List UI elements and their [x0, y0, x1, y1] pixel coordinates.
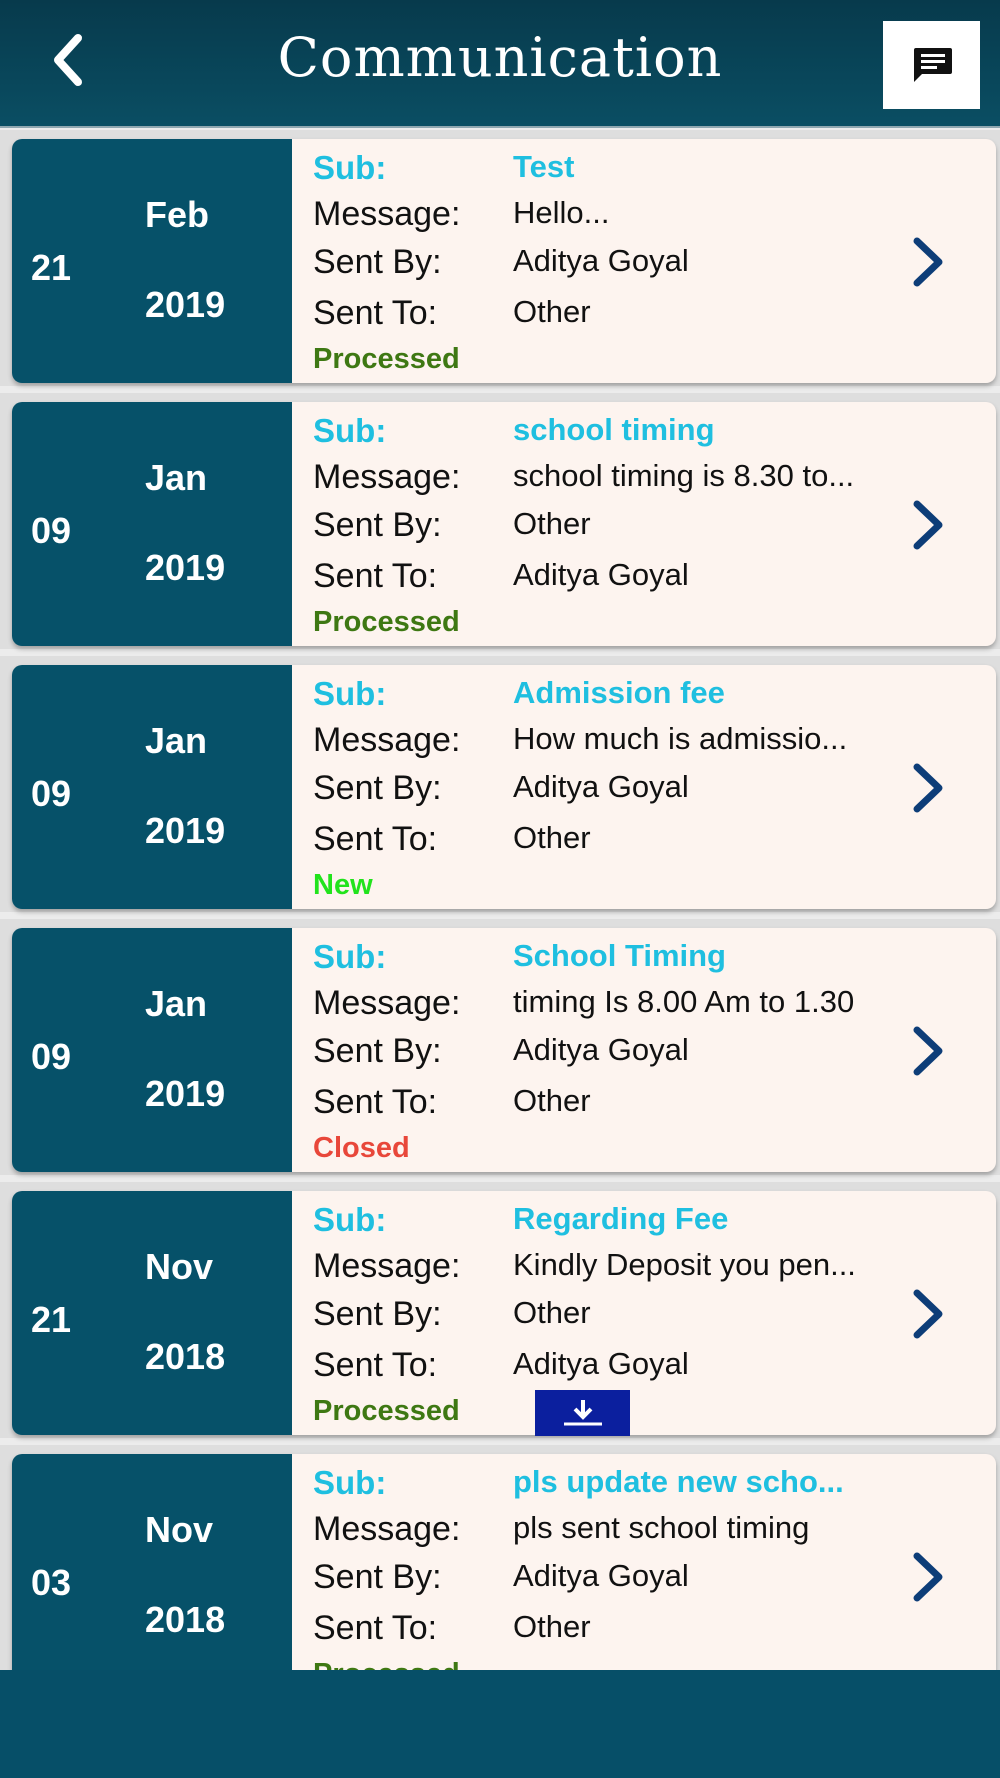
message-info [313, 139, 933, 383]
sent-to-value: Other [513, 1609, 591, 1644]
date-panel [12, 402, 292, 646]
open-message-button[interactable] [902, 497, 952, 553]
sent-by-label: Sent By: [313, 1295, 442, 1333]
subject-label: Sub: [313, 938, 387, 975]
open-message-button[interactable] [902, 1023, 952, 1079]
chevron-right-icon [907, 236, 947, 288]
sent-by-value: Aditya Goyal [513, 1032, 689, 1067]
sent-by-label: Sent By: [313, 1032, 442, 1070]
app-header [0, 0, 1000, 128]
message-card[interactable] [12, 139, 996, 383]
open-message-button[interactable] [902, 1286, 952, 1342]
sent-by-label: Sent By: [313, 769, 442, 807]
sent-to-label: Sent To: [313, 820, 438, 858]
message-label: Message: [313, 1247, 461, 1285]
subject-value: school timing [513, 412, 715, 447]
download-attachment-button[interactable] [535, 1390, 630, 1436]
list-item[interactable] [0, 656, 1000, 912]
date-month: Jan [145, 457, 208, 498]
sent-by-value: Aditya Goyal [513, 243, 689, 278]
sent-to-label: Sent To: [313, 1346, 438, 1384]
compose-message-button[interactable] [883, 21, 980, 109]
date-panel [12, 928, 292, 1172]
subject-value: Admission fee [513, 675, 725, 710]
list-item[interactable] [0, 393, 1000, 649]
date-month: Jan [145, 720, 208, 761]
sent-to-label: Sent To: [313, 1083, 438, 1121]
sent-to-value: Other [513, 1083, 591, 1118]
subject-label: Sub: [313, 412, 387, 449]
date-year: 2019 [145, 810, 226, 851]
chevron-right-icon [907, 762, 947, 814]
list-item[interactable] [0, 1182, 1000, 1438]
sent-to-label: Sent To: [313, 1609, 438, 1647]
list-item[interactable] [0, 130, 1000, 386]
message-preview: pls sent school timing [513, 1510, 810, 1545]
message-card[interactable] [12, 665, 996, 909]
message-info [313, 1454, 933, 1698]
date-day: 03 [31, 1562, 72, 1603]
message-preview: timing Is 8.00 Am to 1.30 [513, 984, 855, 1019]
message-preview: school timing is 8.30 to... [513, 458, 855, 493]
sent-by-value: Aditya Goyal [513, 1558, 689, 1593]
sent-by-label: Sent By: [313, 243, 442, 281]
sent-to-value: Other [513, 820, 591, 855]
chevron-right-icon [907, 1025, 947, 1077]
list-item[interactable] [0, 1445, 1000, 1701]
status-badge: Closed [313, 1132, 410, 1164]
message-info [313, 402, 933, 646]
download-icon [556, 1397, 610, 1429]
status-badge: Processed [313, 606, 460, 638]
message-card[interactable] [12, 1454, 996, 1698]
date-month: Jan [145, 983, 208, 1024]
message-card[interactable] [12, 928, 996, 1172]
sent-to-value: Aditya Goyal [513, 1346, 689, 1381]
date-day: 21 [31, 247, 72, 288]
sent-to-label: Sent To: [313, 294, 438, 332]
bottom-bar [0, 1670, 1000, 1778]
open-message-button[interactable] [902, 1549, 952, 1605]
date-panel [12, 665, 292, 909]
sent-to-value: Aditya Goyal [513, 557, 689, 592]
sent-by-label: Sent By: [313, 506, 442, 544]
status-badge: Processed [313, 343, 460, 375]
date-month: Feb [145, 194, 210, 235]
date-year: 2018 [145, 1336, 226, 1377]
subject-value: pls update new scho... [513, 1464, 844, 1499]
sent-to-label: Sent To: [313, 557, 438, 595]
message-info [313, 928, 933, 1172]
open-message-button[interactable] [902, 234, 952, 290]
page-title: Communication [277, 26, 723, 89]
subject-value: Test [513, 149, 575, 184]
date-day: 21 [31, 1299, 72, 1340]
sent-by-value: Aditya Goyal [513, 769, 689, 804]
date-month: Nov [145, 1246, 214, 1287]
chevron-right-icon [907, 1551, 947, 1603]
message-label: Message: [313, 458, 461, 496]
date-day: 09 [31, 773, 72, 814]
chat-bubble-icon [910, 45, 954, 85]
subject-label: Sub: [313, 1464, 387, 1501]
message-card[interactable] [12, 1191, 996, 1435]
subject-value: Regarding Fee [513, 1201, 729, 1236]
subject-value: School Timing [513, 938, 726, 973]
date-year: 2019 [145, 1073, 226, 1114]
message-info [313, 665, 933, 909]
subject-label: Sub: [313, 675, 387, 712]
message-card[interactable] [12, 402, 996, 646]
sent-by-value: Other [513, 506, 591, 541]
date-panel [12, 139, 292, 383]
date-year: 2019 [145, 284, 226, 325]
subject-label: Sub: [313, 149, 387, 186]
subject-label: Sub: [313, 1201, 387, 1238]
chevron-right-icon [907, 499, 947, 551]
message-preview: How much is admissio... [513, 721, 848, 756]
message-label: Message: [313, 721, 461, 759]
open-message-button[interactable] [902, 760, 952, 816]
message-label: Message: [313, 984, 461, 1022]
message-preview: Kindly Deposit you pen... [513, 1247, 856, 1282]
chevron-right-icon [907, 1288, 947, 1340]
status-badge: Processed [313, 1395, 460, 1427]
message-list[interactable] [0, 130, 1000, 1670]
date-month: Nov [145, 1509, 214, 1550]
date-day: 09 [31, 510, 72, 551]
date-day: 09 [31, 1036, 72, 1077]
date-year: 2018 [145, 1599, 226, 1640]
sent-to-value: Other [513, 294, 591, 329]
list-item[interactable] [0, 919, 1000, 1175]
status-badge: New [313, 869, 373, 901]
message-label: Message: [313, 1510, 461, 1548]
date-panel [12, 1191, 292, 1435]
message-preview: Hello... [513, 195, 610, 230]
sent-by-value: Other [513, 1295, 591, 1330]
message-label: Message: [313, 195, 461, 233]
sent-by-label: Sent By: [313, 1558, 442, 1596]
date-year: 2019 [145, 547, 226, 588]
date-panel [12, 1454, 292, 1698]
